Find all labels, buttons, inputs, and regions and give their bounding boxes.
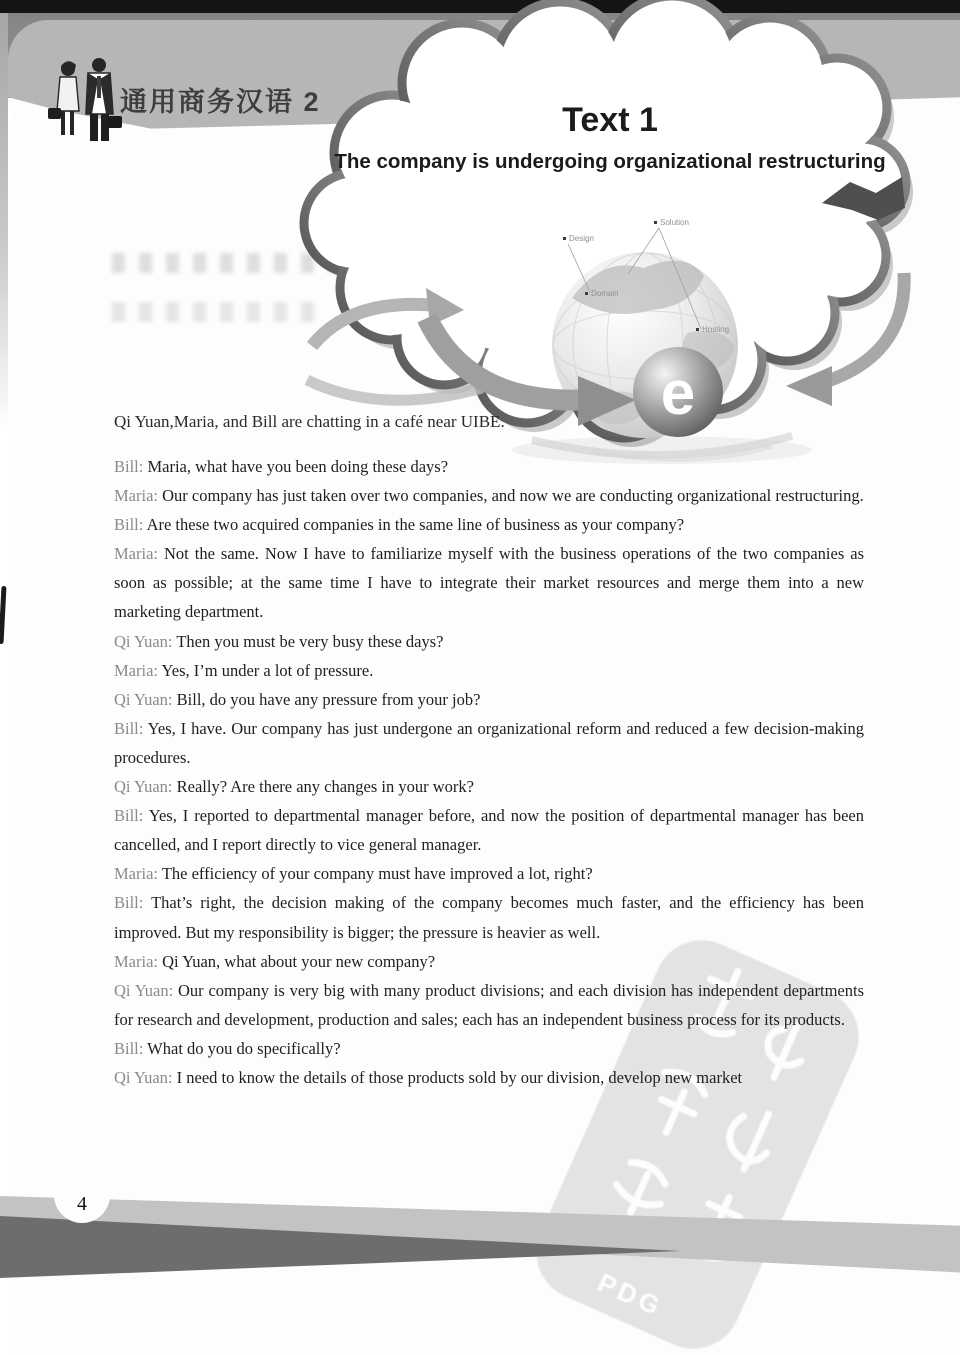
dialogue-text: Yes, I have. Our company has just undergone an organizational reform and reduced a few decision-making procedures.: [114, 718, 864, 767]
dialogue-turn: [114, 656, 864, 685]
text-subtitle: The company is undergoing organizational restructuring: [334, 150, 886, 173]
dialogue-turn: [114, 481, 864, 510]
dialogue-turn: [114, 539, 864, 626]
label-bullet-icon: [654, 221, 657, 224]
dialogue-turn: [114, 801, 864, 859]
dialogue-turn: [114, 1063, 864, 1092]
page-number: 4: [77, 1193, 87, 1215]
speaker-label: Maria:: [114, 951, 163, 971]
dialogue-text: Not the same. Now I have to familiarize myself with the business operations of the two companies as soon as possible; at the same time I have to integrate their market resources and merge them into a new marketing department.: [114, 544, 864, 622]
globe-label-design: Design: [563, 234, 594, 243]
speaker-label: Maria:: [114, 864, 162, 884]
label-bullet-icon: [696, 328, 699, 331]
title-cloud-graphic: [292, 0, 916, 466]
scan-left-edge: [0, 13, 8, 433]
page-number-notch: [54, 1167, 110, 1223]
globe-label-domain: Domain: [585, 289, 619, 298]
dialogue-turn: [114, 976, 864, 1034]
speaker-label: Maria:: [114, 544, 164, 564]
watermark-label: PDG: [593, 1267, 668, 1323]
dialogue-text: What do you do specifically?: [147, 1038, 341, 1058]
dialogue-text: Our company has just taken over two companies, and now we are conducting organizational restructuring.: [162, 486, 864, 506]
dialogue-text: Yes, I reported to departmental manager before, and now the position of departmental manager has been cancelled, and I report directly to vice general manager.: [114, 806, 864, 855]
dialogue-turn: [114, 1034, 864, 1063]
speaker-label: Bill:: [114, 893, 152, 913]
label-bullet-icon: [563, 237, 566, 240]
dialogue-text: Maria, what have you been doing these days?: [147, 457, 449, 476]
text-number-title: Text 1: [562, 101, 658, 139]
dialogue-turn: [114, 627, 864, 656]
speaker-label: Bill:: [114, 515, 147, 535]
dialogue-text: Qi Yuan, what about your new company?: [162, 951, 436, 971]
dialogue-text: Really? Are there any changes in your work?: [176, 777, 474, 797]
speaker-label: Maria:: [114, 486, 163, 506]
speaker-label: Qi Yuan:: [114, 777, 177, 797]
dialogue-text: I need to know the details of those products sold by our division, develop new market: [176, 1067, 743, 1087]
globe-label-solution: Solution: [654, 218, 689, 227]
dialogue-turn: [114, 685, 864, 714]
speaker-label: Bill:: [114, 806, 149, 826]
dialogue-turn: [114, 510, 864, 539]
globe-label-hosting: Hosting: [696, 325, 729, 334]
svg-text:e: e: [660, 359, 696, 428]
speaker-label: Maria:: [114, 660, 162, 680]
dialogue: [114, 452, 864, 1092]
dialogue-text: Are these two acquired companies in the same line of business as your company?: [146, 515, 685, 535]
dialogue-text: Yes, I’m under a lot of pressure.: [161, 660, 374, 680]
speaker-label: Bill:: [114, 718, 148, 738]
dialogue-turn: [114, 452, 864, 481]
speaker-label: Qi Yuan:: [114, 1067, 177, 1087]
dialogue-turn: [114, 714, 864, 772]
scene-intro-line: Qi Yuan,Maria, and Bill are chatting in a café near UIBE.: [114, 412, 505, 431]
dialogue-text: That’s right, the decision making of the company becomes much faster, and the efficiency has been improved. But my responsibility is bigger; the pressure is heavier as well.: [114, 893, 864, 942]
dialogue-turn: [114, 772, 864, 801]
dialogue-text: Our company is very big with many product divisions; and each division has independent departments for research and development, production and sales; each has an independent business process for its products.: [114, 980, 864, 1029]
scan-edge-artifact: [0, 586, 7, 644]
speaker-label: Qi Yuan:: [114, 689, 177, 709]
speaker-label: Qi Yuan:: [114, 980, 179, 1000]
dialogue-text: Bill, do you have any pressure from your job?: [176, 689, 481, 709]
dialogue-text: The efficiency of your company must have improved a lot, right?: [161, 864, 593, 884]
speaker-label: Bill:: [114, 1038, 148, 1058]
dialogue-text: Then you must be very busy these days?: [176, 631, 444, 651]
label-bullet-icon: [585, 292, 588, 295]
dialogue-turn: [114, 947, 864, 976]
dialogue-turn: [114, 888, 864, 946]
speaker-label: Bill:: [114, 457, 148, 476]
business-people-icon: [46, 56, 126, 170]
speaker-label: Qi Yuan:: [114, 631, 177, 651]
series-title: 通用商务汉语 2: [120, 87, 321, 117]
dialogue-turn: [114, 859, 864, 888]
